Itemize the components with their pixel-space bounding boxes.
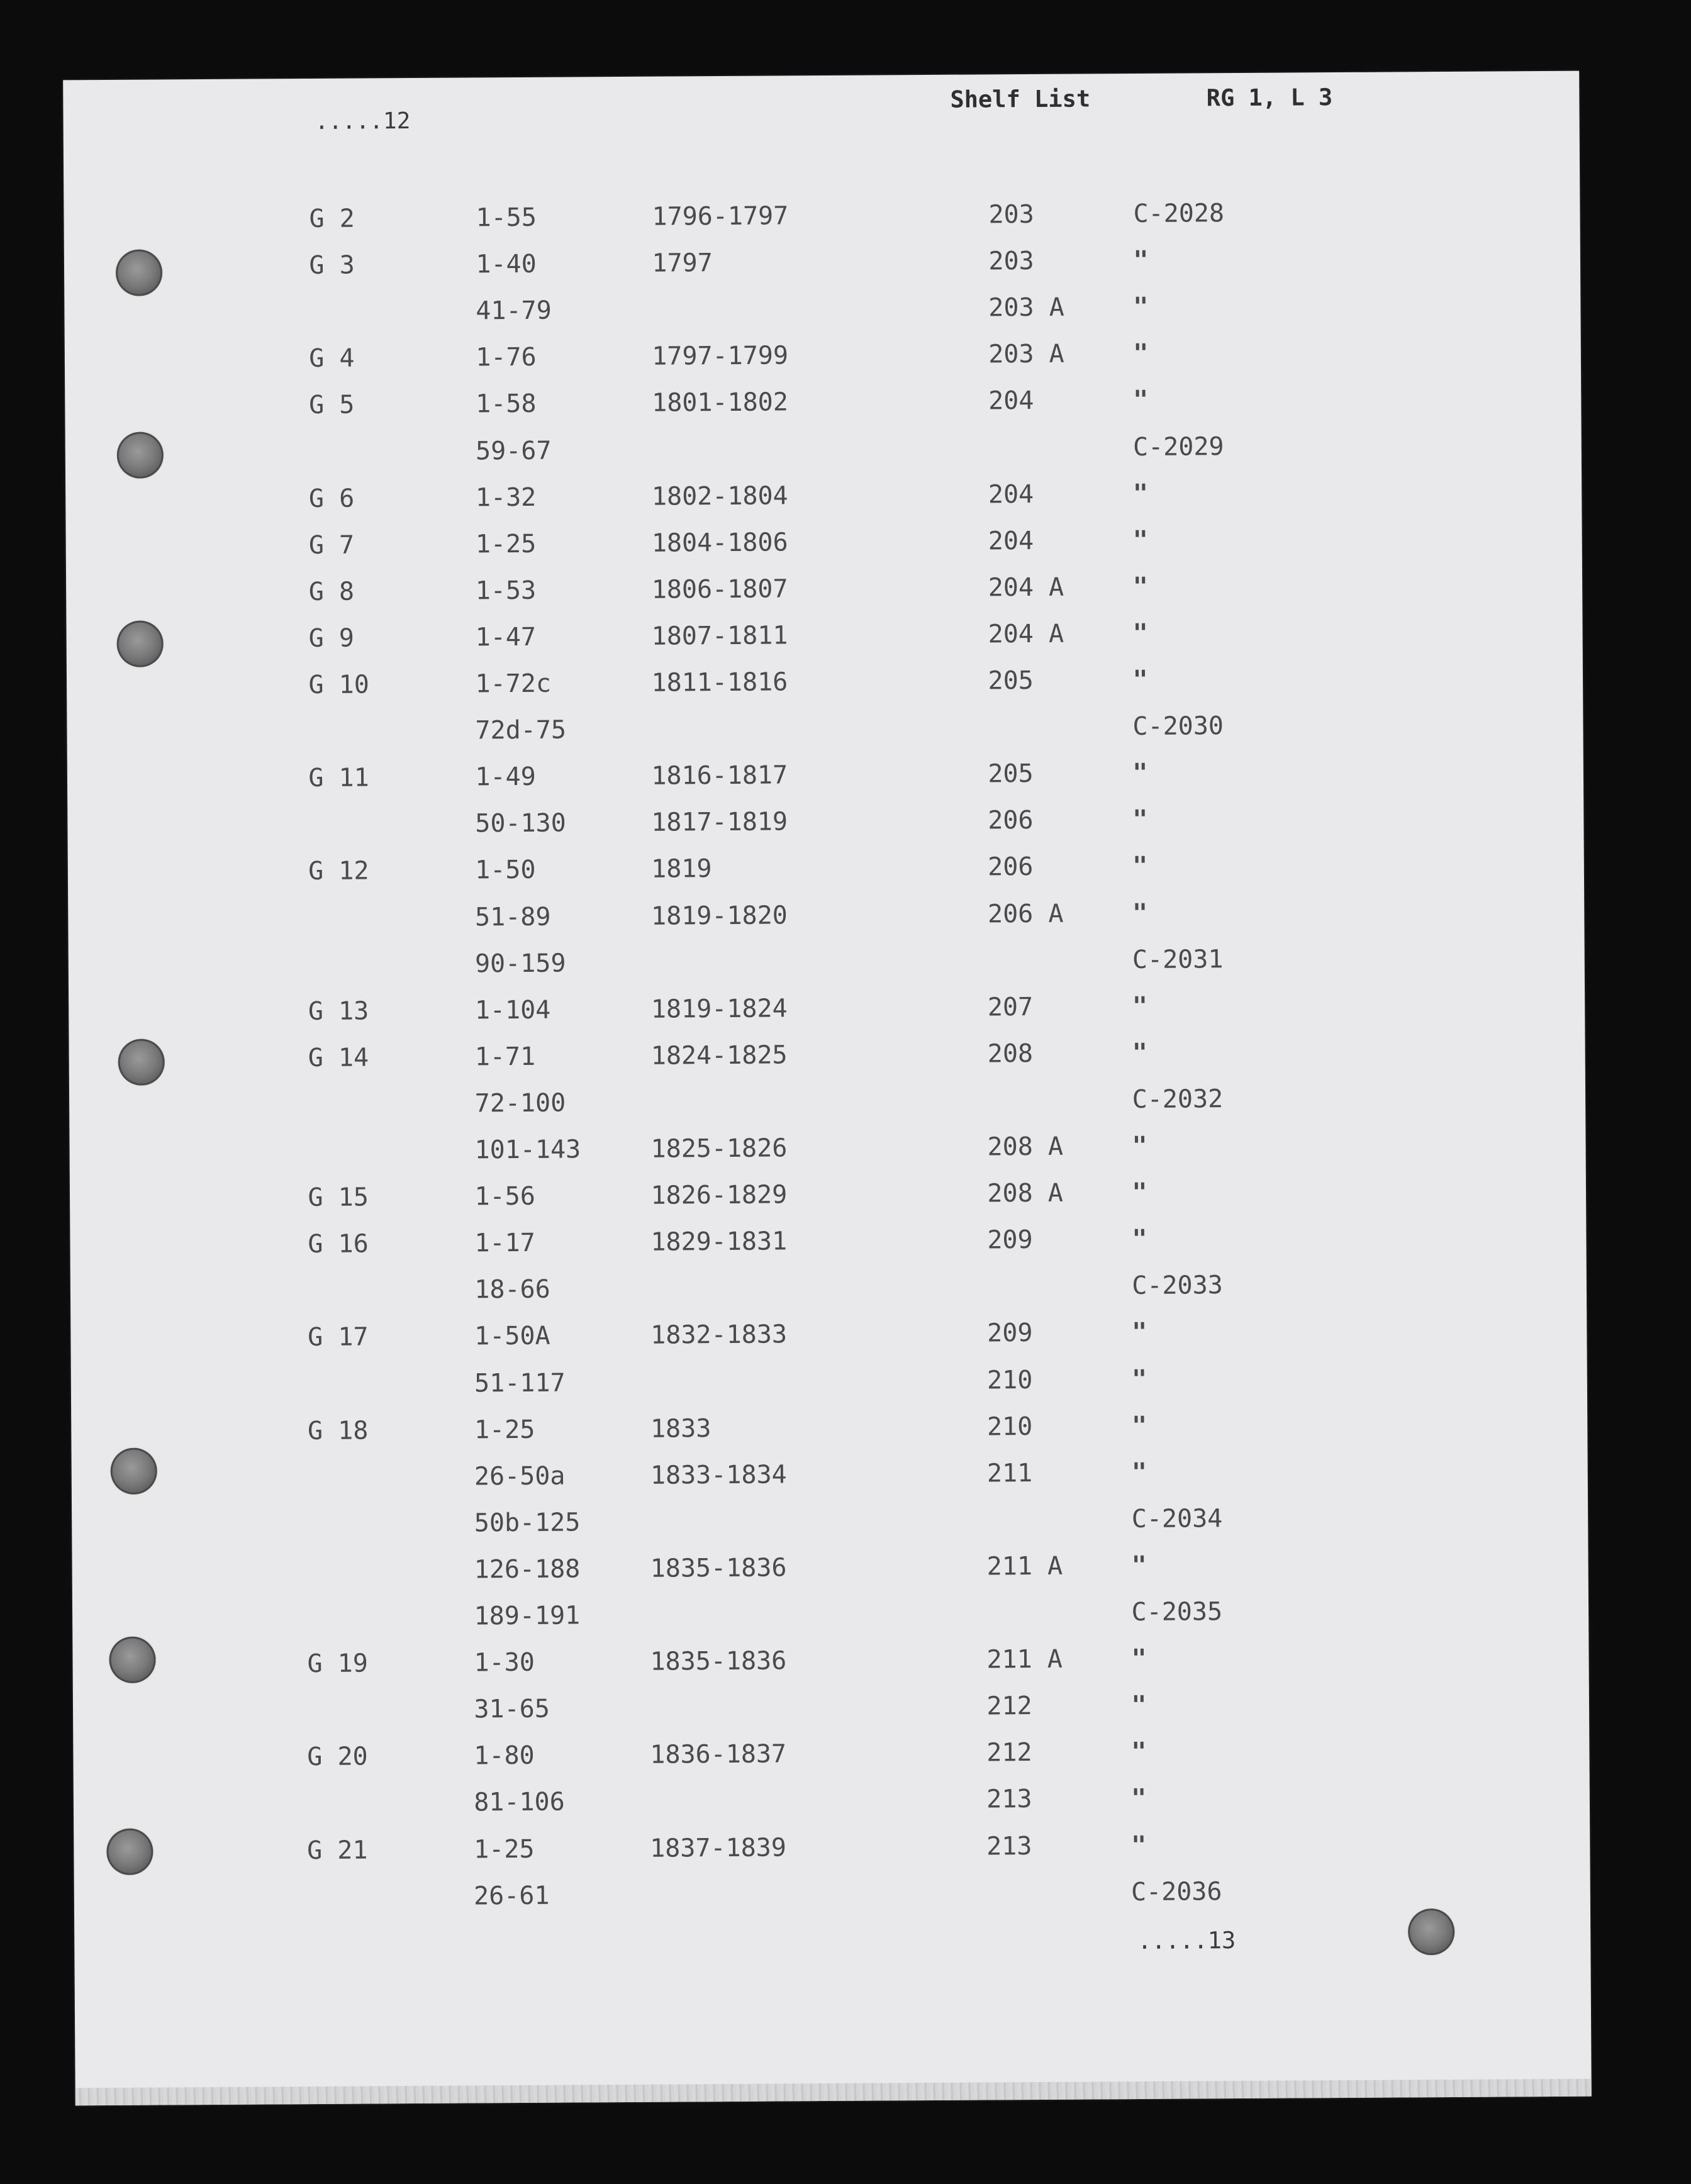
group-cell: G 15 bbox=[308, 1183, 369, 1213]
microfilm-reel-cell: " bbox=[1130, 1830, 1146, 1860]
item-range-cell: 1-30 bbox=[474, 1647, 535, 1678]
box-number-cell: 206 bbox=[988, 852, 1034, 882]
date-range-cell: 1833 bbox=[650, 1413, 712, 1444]
item-range-cell: 1-50A bbox=[474, 1322, 550, 1351]
microfilm-reel-cell: " bbox=[1133, 386, 1147, 415]
microfilm-reel-cell: " bbox=[1131, 1737, 1146, 1767]
item-range-cell: 1-17 bbox=[474, 1228, 535, 1258]
box-number-cell: 203 A bbox=[988, 292, 1064, 323]
date-range-cell: 1804-1806 bbox=[651, 528, 788, 558]
item-range-cell: 126-188 bbox=[474, 1554, 581, 1585]
date-range-cell: 1801-1802 bbox=[652, 387, 789, 418]
box-number-cell: 210 bbox=[986, 1365, 1033, 1395]
microfilm-reel-cell: C-2029 bbox=[1132, 432, 1224, 462]
microfilm-reel-cell: " bbox=[1131, 1644, 1146, 1674]
date-range-cell: 1802-1804 bbox=[651, 481, 788, 511]
punch-hole bbox=[118, 1039, 165, 1085]
box-number-cell: 203 bbox=[988, 247, 1034, 276]
item-range-cell: 1-25 bbox=[473, 1834, 535, 1864]
box-number-cell: 211 bbox=[986, 1458, 1033, 1488]
microfilm-reel-cell: " bbox=[1132, 1178, 1146, 1208]
item-range-cell: 1-56 bbox=[474, 1181, 535, 1212]
item-range-cell: 1-32 bbox=[475, 482, 537, 512]
item-range-cell: 51-89 bbox=[474, 902, 551, 932]
item-range-cell: 1-71 bbox=[474, 1042, 536, 1072]
group-cell: G 17 bbox=[308, 1322, 369, 1352]
continued-from-marker: .....12 bbox=[315, 108, 411, 135]
microfilm-reel-cell: " bbox=[1132, 618, 1147, 648]
box-number-cell: 203 A bbox=[988, 339, 1064, 369]
date-range-cell: 1826-1829 bbox=[650, 1180, 788, 1210]
item-range-cell: 51-117 bbox=[474, 1368, 566, 1398]
box-number-cell: 210 bbox=[986, 1412, 1033, 1442]
box-number-cell: 205 bbox=[988, 759, 1034, 789]
group-cell: G 21 bbox=[306, 1835, 368, 1865]
box-number-cell: 204 bbox=[988, 526, 1034, 556]
item-range-cell: 50-130 bbox=[475, 808, 566, 838]
group-cell: G 4 bbox=[309, 343, 355, 374]
microfilm-reel-cell: C-2036 bbox=[1130, 1876, 1222, 1907]
item-range-cell: 1-76 bbox=[476, 343, 537, 372]
date-range-cell: 1797 bbox=[652, 248, 713, 278]
microfilm-reel-cell: " bbox=[1132, 525, 1147, 555]
microfilm-reel-cell: " bbox=[1132, 572, 1147, 601]
microfilm-reel-cell: " bbox=[1132, 1038, 1147, 1067]
punch-hole bbox=[106, 1829, 153, 1875]
box-number-cell: 204 bbox=[988, 386, 1034, 416]
continued-on-marker: .....13 bbox=[1137, 1927, 1236, 1955]
box-number-cell: 211 A bbox=[986, 1644, 1063, 1674]
item-range-cell: 1-72c bbox=[475, 669, 552, 699]
item-range-cell: 50b-125 bbox=[474, 1508, 581, 1538]
microfilm-reel-cell: " bbox=[1132, 479, 1147, 508]
punch-hole bbox=[1408, 1908, 1454, 1955]
item-range-cell: 1-80 bbox=[474, 1741, 535, 1771]
item-range-cell: 1-58 bbox=[476, 389, 537, 419]
box-number-cell: 212 bbox=[986, 1691, 1032, 1721]
box-number-cell: 206 bbox=[988, 806, 1034, 835]
group-cell: G 2 bbox=[309, 204, 355, 234]
box-number-cell: 208 bbox=[987, 1039, 1034, 1069]
date-range-cell: 1837-1839 bbox=[649, 1832, 787, 1863]
group-cell: G 7 bbox=[308, 530, 355, 560]
item-range-cell: 1-55 bbox=[476, 203, 537, 233]
box-number-cell: 209 bbox=[987, 1318, 1033, 1348]
box-number-cell: 205 bbox=[988, 666, 1034, 696]
microfilm-reel-cell: " bbox=[1132, 852, 1147, 881]
date-range-cell: 1811-1816 bbox=[651, 667, 788, 698]
paper-edge bbox=[75, 2079, 1592, 2106]
box-number-cell: 204 A bbox=[988, 572, 1064, 603]
item-range-cell: 1-50 bbox=[475, 855, 536, 885]
microfilm-reel-cell: " bbox=[1131, 1364, 1146, 1394]
box-number-cell: 213 bbox=[986, 1831, 1032, 1861]
date-range-cell: 1806-1807 bbox=[651, 574, 788, 604]
box-number-cell: 206 A bbox=[987, 899, 1064, 928]
document-page bbox=[63, 71, 1592, 2106]
group-cell: G 8 bbox=[308, 577, 355, 606]
date-range-cell: 1833-1834 bbox=[650, 1460, 787, 1490]
punch-hole bbox=[110, 1448, 157, 1495]
date-range-cell: 1816-1817 bbox=[651, 760, 788, 791]
item-range-cell: 26-50a bbox=[474, 1461, 566, 1491]
item-range-cell: 72d-75 bbox=[475, 715, 567, 745]
microfilm-reel-cell: " bbox=[1133, 245, 1147, 276]
item-range-cell: 41-79 bbox=[476, 296, 552, 326]
item-range-cell: 1-49 bbox=[475, 762, 536, 792]
date-range-cell: 1797-1799 bbox=[652, 341, 789, 371]
group-cell: G 20 bbox=[307, 1742, 368, 1772]
item-range-cell: 72-100 bbox=[474, 1088, 566, 1118]
date-range-cell: 1836-1837 bbox=[650, 1739, 787, 1770]
group-cell: G 19 bbox=[307, 1649, 368, 1679]
microfilm-reel-cell: " bbox=[1132, 991, 1147, 1021]
box-number-cell: 208 A bbox=[987, 1132, 1064, 1162]
microfilm-reel-cell: " bbox=[1132, 1131, 1146, 1161]
item-range-cell: 1-104 bbox=[474, 995, 551, 1025]
date-range-cell: 1835-1836 bbox=[650, 1646, 787, 1676]
punch-hole bbox=[109, 1637, 155, 1683]
date-range-cell: 1807-1811 bbox=[651, 621, 788, 651]
item-range-cell: 81-106 bbox=[474, 1787, 565, 1817]
box-number-cell: 212 bbox=[986, 1738, 1032, 1768]
item-range-cell: 59-67 bbox=[475, 436, 552, 465]
microfilm-reel-cell: C-2030 bbox=[1132, 711, 1224, 742]
microfilm-reel-cell: " bbox=[1133, 292, 1147, 322]
date-range-cell: 1825-1826 bbox=[650, 1134, 788, 1164]
group-cell: G 6 bbox=[308, 484, 355, 513]
date-range-cell: 1796-1797 bbox=[652, 201, 789, 231]
item-range-cell: 189-191 bbox=[474, 1601, 581, 1631]
box-number-cell: 209 bbox=[987, 1225, 1033, 1255]
date-range-cell: 1824-1825 bbox=[650, 1040, 788, 1071]
group-cell: G 14 bbox=[308, 1043, 369, 1072]
microfilm-reel-cell: " bbox=[1132, 1225, 1146, 1254]
item-range-cell: 101-143 bbox=[474, 1135, 581, 1165]
group-cell: G 13 bbox=[308, 996, 369, 1026]
microfilm-reel-cell: " bbox=[1133, 339, 1147, 369]
microfilm-reel-cell: C-2033 bbox=[1132, 1271, 1223, 1301]
microfilm-reel-cell: " bbox=[1131, 1411, 1146, 1440]
punch-hole bbox=[116, 249, 162, 296]
microfilm-reel-cell: " bbox=[1131, 1551, 1146, 1580]
item-range-cell: 1-47 bbox=[475, 622, 537, 652]
box-number-cell: 208 A bbox=[987, 1178, 1064, 1208]
microfilm-reel-cell: " bbox=[1131, 1691, 1146, 1720]
group-cell: G 10 bbox=[308, 670, 370, 700]
microfilm-reel-cell: C-2035 bbox=[1131, 1597, 1223, 1627]
date-range-cell: 1819 bbox=[651, 854, 712, 884]
date-range-cell: 1817-1819 bbox=[651, 807, 788, 837]
group-cell: G 3 bbox=[309, 250, 355, 281]
box-number-cell: 211 A bbox=[986, 1551, 1063, 1581]
item-range-cell: 1-40 bbox=[476, 249, 537, 279]
item-range-cell: 18-66 bbox=[474, 1274, 550, 1305]
box-number-cell: 203 bbox=[988, 199, 1034, 230]
group-cell: G 5 bbox=[309, 390, 355, 420]
date-range-cell: 1819-1824 bbox=[650, 994, 788, 1024]
box-number-cell: 204 bbox=[988, 479, 1034, 510]
page-header bbox=[950, 84, 1332, 113]
microfilm-reel-cell: " bbox=[1132, 898, 1147, 928]
item-range-cell: 90-159 bbox=[474, 949, 566, 979]
microfilm-reel-cell: C-2031 bbox=[1132, 944, 1224, 974]
item-range-cell: 1-53 bbox=[475, 576, 537, 606]
box-number-cell: 204 A bbox=[988, 619, 1064, 649]
group-cell: G 11 bbox=[308, 763, 369, 793]
microfilm-reel-cell: C-2032 bbox=[1132, 1084, 1224, 1114]
box-number-cell: 207 bbox=[987, 992, 1034, 1022]
item-range-cell: 26-61 bbox=[473, 1881, 550, 1911]
microfilm-reel-cell: " bbox=[1132, 1318, 1146, 1347]
microfilm-reel-cell: " bbox=[1131, 1457, 1146, 1487]
microfilm-reel-cell: " bbox=[1132, 759, 1147, 788]
item-range-cell: 31-65 bbox=[474, 1694, 550, 1724]
date-range-cell: 1832-1833 bbox=[650, 1320, 788, 1351]
date-range-cell: 1835-1836 bbox=[650, 1553, 787, 1583]
punch-hole bbox=[116, 620, 163, 667]
group-cell: G 18 bbox=[307, 1416, 369, 1446]
record-group-label: RG 1, L 3 bbox=[1206, 84, 1333, 112]
group-cell: G 16 bbox=[308, 1229, 369, 1259]
punch-hole bbox=[117, 432, 164, 478]
date-range-cell: 1829-1831 bbox=[650, 1227, 788, 1257]
group-cell: G 9 bbox=[308, 623, 355, 653]
microfilm-reel-cell: C-2034 bbox=[1131, 1503, 1223, 1534]
microfilm-reel-cell: " bbox=[1131, 1784, 1146, 1814]
box-number-cell: 213 bbox=[986, 1785, 1032, 1814]
shelf-list-title: Shelf List bbox=[950, 85, 1091, 113]
date-range-cell: 1819-1820 bbox=[650, 900, 788, 931]
item-range-cell: 1-25 bbox=[474, 1415, 535, 1445]
microfilm-reel-cell: " bbox=[1132, 665, 1147, 695]
group-cell: G 12 bbox=[308, 856, 369, 886]
item-range-cell: 1-25 bbox=[475, 529, 537, 559]
microfilm-reel-cell: " bbox=[1132, 805, 1147, 835]
microfilm-reel-cell: C-2028 bbox=[1133, 199, 1225, 229]
